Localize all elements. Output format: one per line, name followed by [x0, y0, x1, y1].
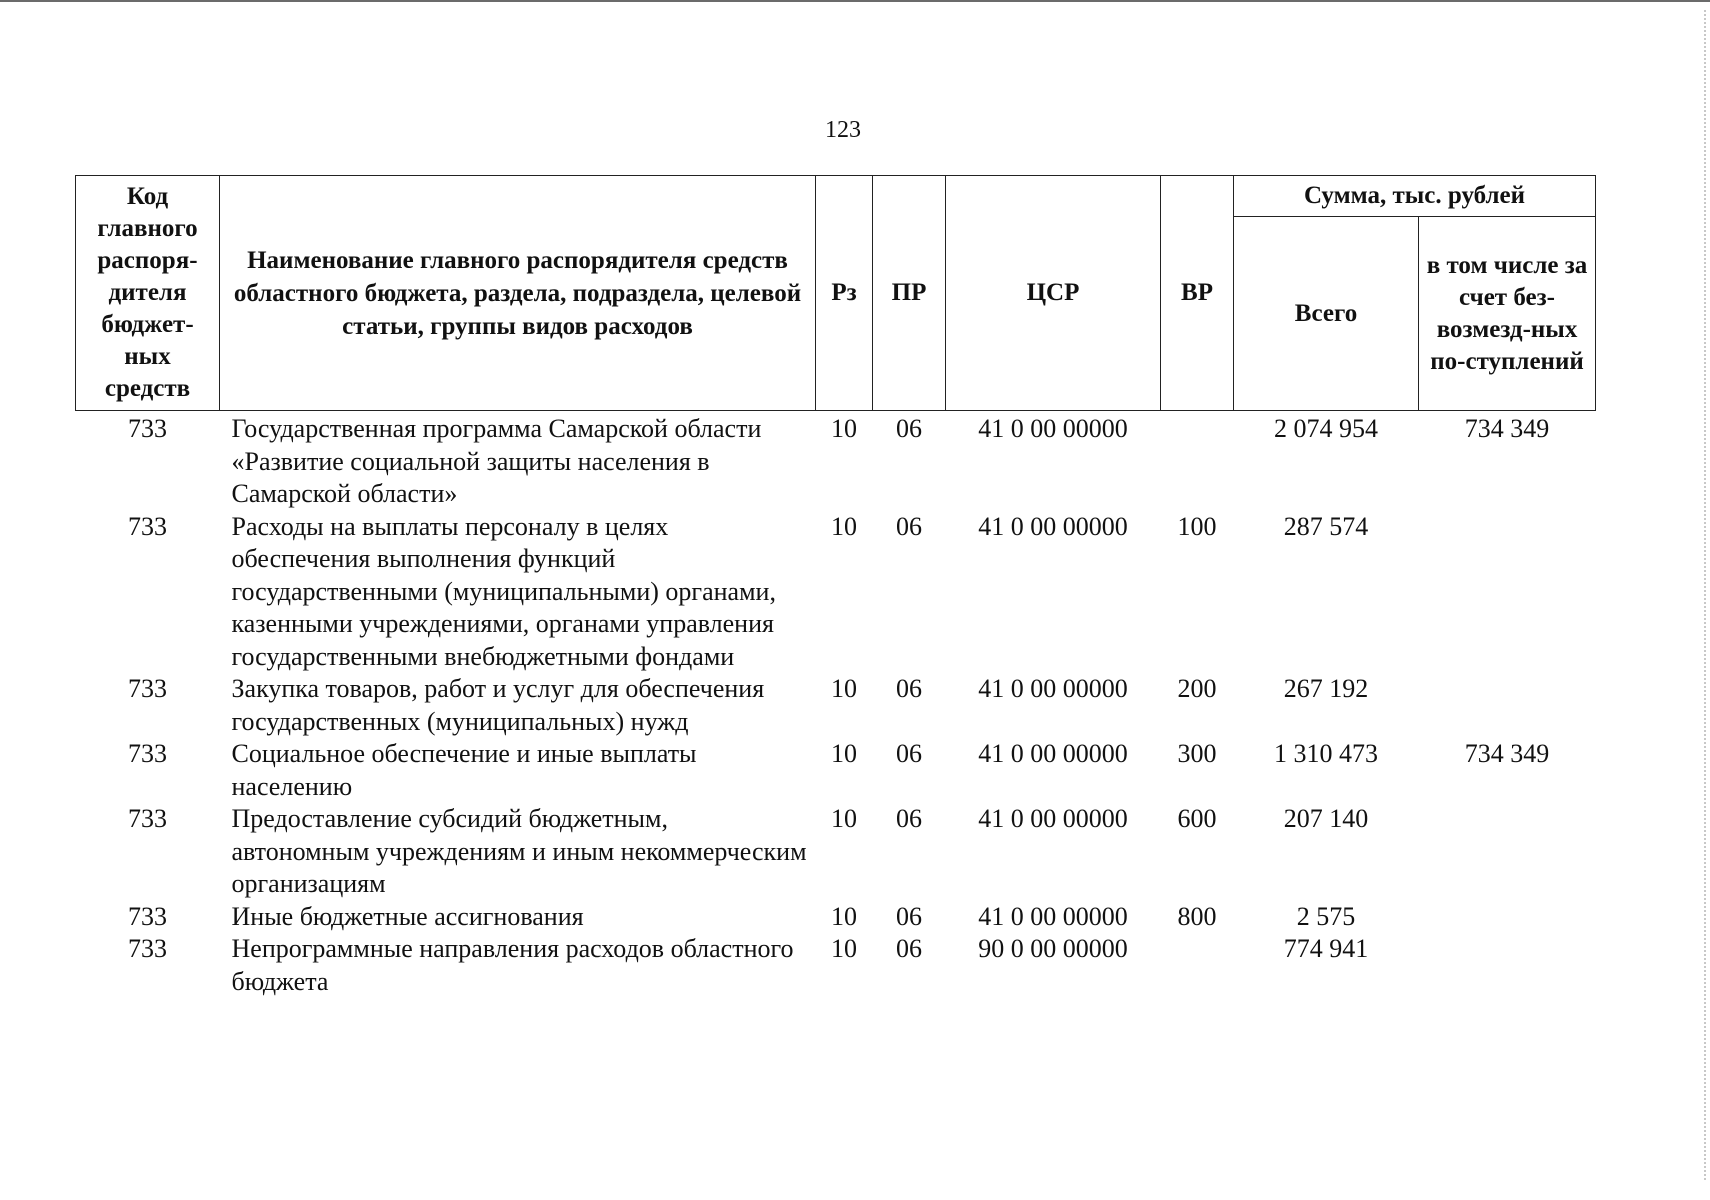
scan-border-line — [0, 0, 1710, 2]
row-code: 733 — [128, 901, 167, 931]
row-rz: 10 — [831, 414, 857, 443]
table-row — [76, 803, 1596, 901]
row-gratuitous — [1419, 673, 1596, 738]
row-vr: 800 — [1177, 901, 1217, 931]
header-code: Код главного распоря-дителя бюджет-ных средств — [76, 176, 220, 411]
row-name: Предоставление субсидий бюджетным, автономным учреждениям и иным некоммерческим организациям — [231, 804, 807, 898]
row-rz: 10 — [831, 804, 857, 833]
row-name: Государственная программа Самарской области «Развитие социальной защиты населения в Самарской области» — [231, 414, 762, 508]
row-csr: 41 0 00 00000 — [978, 739, 1128, 768]
row-code: 733 — [128, 934, 167, 963]
row-name: Социальное обеспечение и иные выплаты населению — [231, 739, 697, 801]
table-header — [76, 176, 1596, 411]
header-sum-group: Сумма, тыс. рублей — [1234, 176, 1596, 217]
row-total: 207 140 — [1283, 804, 1369, 833]
row-vr — [1161, 411, 1234, 511]
row-pr: 06 — [896, 414, 922, 443]
row-code: 733 — [128, 804, 167, 833]
row-csr: 41 0 00 00000 — [978, 901, 1128, 931]
row-pr: 06 — [896, 901, 922, 931]
row-csr: 90 0 00 00000 — [978, 934, 1128, 963]
row-rz: 10 — [831, 901, 857, 931]
row-csr: 41 0 00 00000 — [978, 674, 1128, 703]
row-pr: 06 — [896, 511, 922, 541]
header-rz: Рз — [816, 176, 873, 411]
row-csr: 41 0 00 00000 — [978, 414, 1128, 443]
row-pr: 06 — [896, 739, 922, 768]
row-name: Иные бюджетные ассигнования — [231, 901, 584, 931]
row-total: 2 575 — [1296, 901, 1356, 931]
header-vr: ВР — [1161, 176, 1234, 411]
row-pr: 06 — [896, 674, 922, 703]
row-csr: 41 0 00 00000 — [978, 804, 1128, 833]
row-total: 267 192 — [1283, 674, 1369, 703]
row-rz: 10 — [831, 674, 857, 703]
row-code: 733 — [128, 511, 167, 541]
row-total: 2 074 954 — [1274, 414, 1378, 443]
header-csr: ЦСР — [946, 176, 1161, 411]
table-row — [76, 933, 1596, 998]
table-row — [76, 411, 1596, 511]
row-gratuitous: 734 349 — [1464, 414, 1550, 443]
row-name: Расходы на выплаты персоналу в целях обеспечения выполнения функций государственными (муниципальными) органами, казенными учреждениями, органами управления государственными внебюджетными фондами — [231, 511, 776, 671]
row-name: Непрограммные направления расходов областного бюджета — [231, 934, 794, 996]
row-code: 733 — [128, 674, 167, 703]
row-total: 287 574 — [1283, 511, 1369, 541]
row-rz: 10 — [831, 511, 857, 541]
row-code: 733 — [128, 739, 167, 768]
header-gratuitous: в том числе за счет без-возмезд-ных по-ступлений — [1419, 217, 1596, 411]
scan-edge-artifact — [1702, 10, 1706, 1180]
row-rz: 10 — [831, 934, 857, 963]
table-row — [76, 738, 1596, 803]
header-name: Наименование главного распорядителя средств областного бюджета, раздела, подраздела, целевой статьи, группы видов расходов — [220, 176, 816, 411]
row-gratuitous — [1419, 803, 1596, 901]
budget-table — [75, 175, 1596, 998]
row-pr: 06 — [896, 804, 922, 833]
row-vr: 100 — [1177, 511, 1217, 541]
row-name: Закупка товаров, работ и услуг для обеспечения государственных (муниципальных) нужд — [231, 674, 765, 736]
table-row — [76, 673, 1596, 738]
row-total: 1 310 473 — [1274, 739, 1378, 768]
row-vr — [1161, 933, 1234, 998]
row-csr: 41 0 00 00000 — [978, 511, 1128, 541]
row-total: 774 941 — [1283, 934, 1369, 963]
header-pr: ПР — [873, 176, 946, 411]
row-code: 733 — [128, 414, 167, 443]
page-number: 123 — [825, 117, 861, 143]
row-vr: 600 — [1177, 804, 1217, 833]
row-gratuitous — [1419, 901, 1596, 934]
row-gratuitous — [1419, 511, 1596, 674]
row-gratuitous — [1419, 933, 1596, 998]
row-vr: 300 — [1177, 739, 1217, 768]
row-vr: 200 — [1177, 674, 1217, 703]
header-total: Всего — [1234, 217, 1419, 411]
table-body — [76, 411, 1596, 999]
row-rz: 10 — [831, 739, 857, 768]
table-row — [76, 511, 1596, 674]
row-pr: 06 — [896, 934, 922, 963]
row-gratuitous: 734 349 — [1464, 739, 1550, 768]
table-row — [76, 901, 1596, 934]
